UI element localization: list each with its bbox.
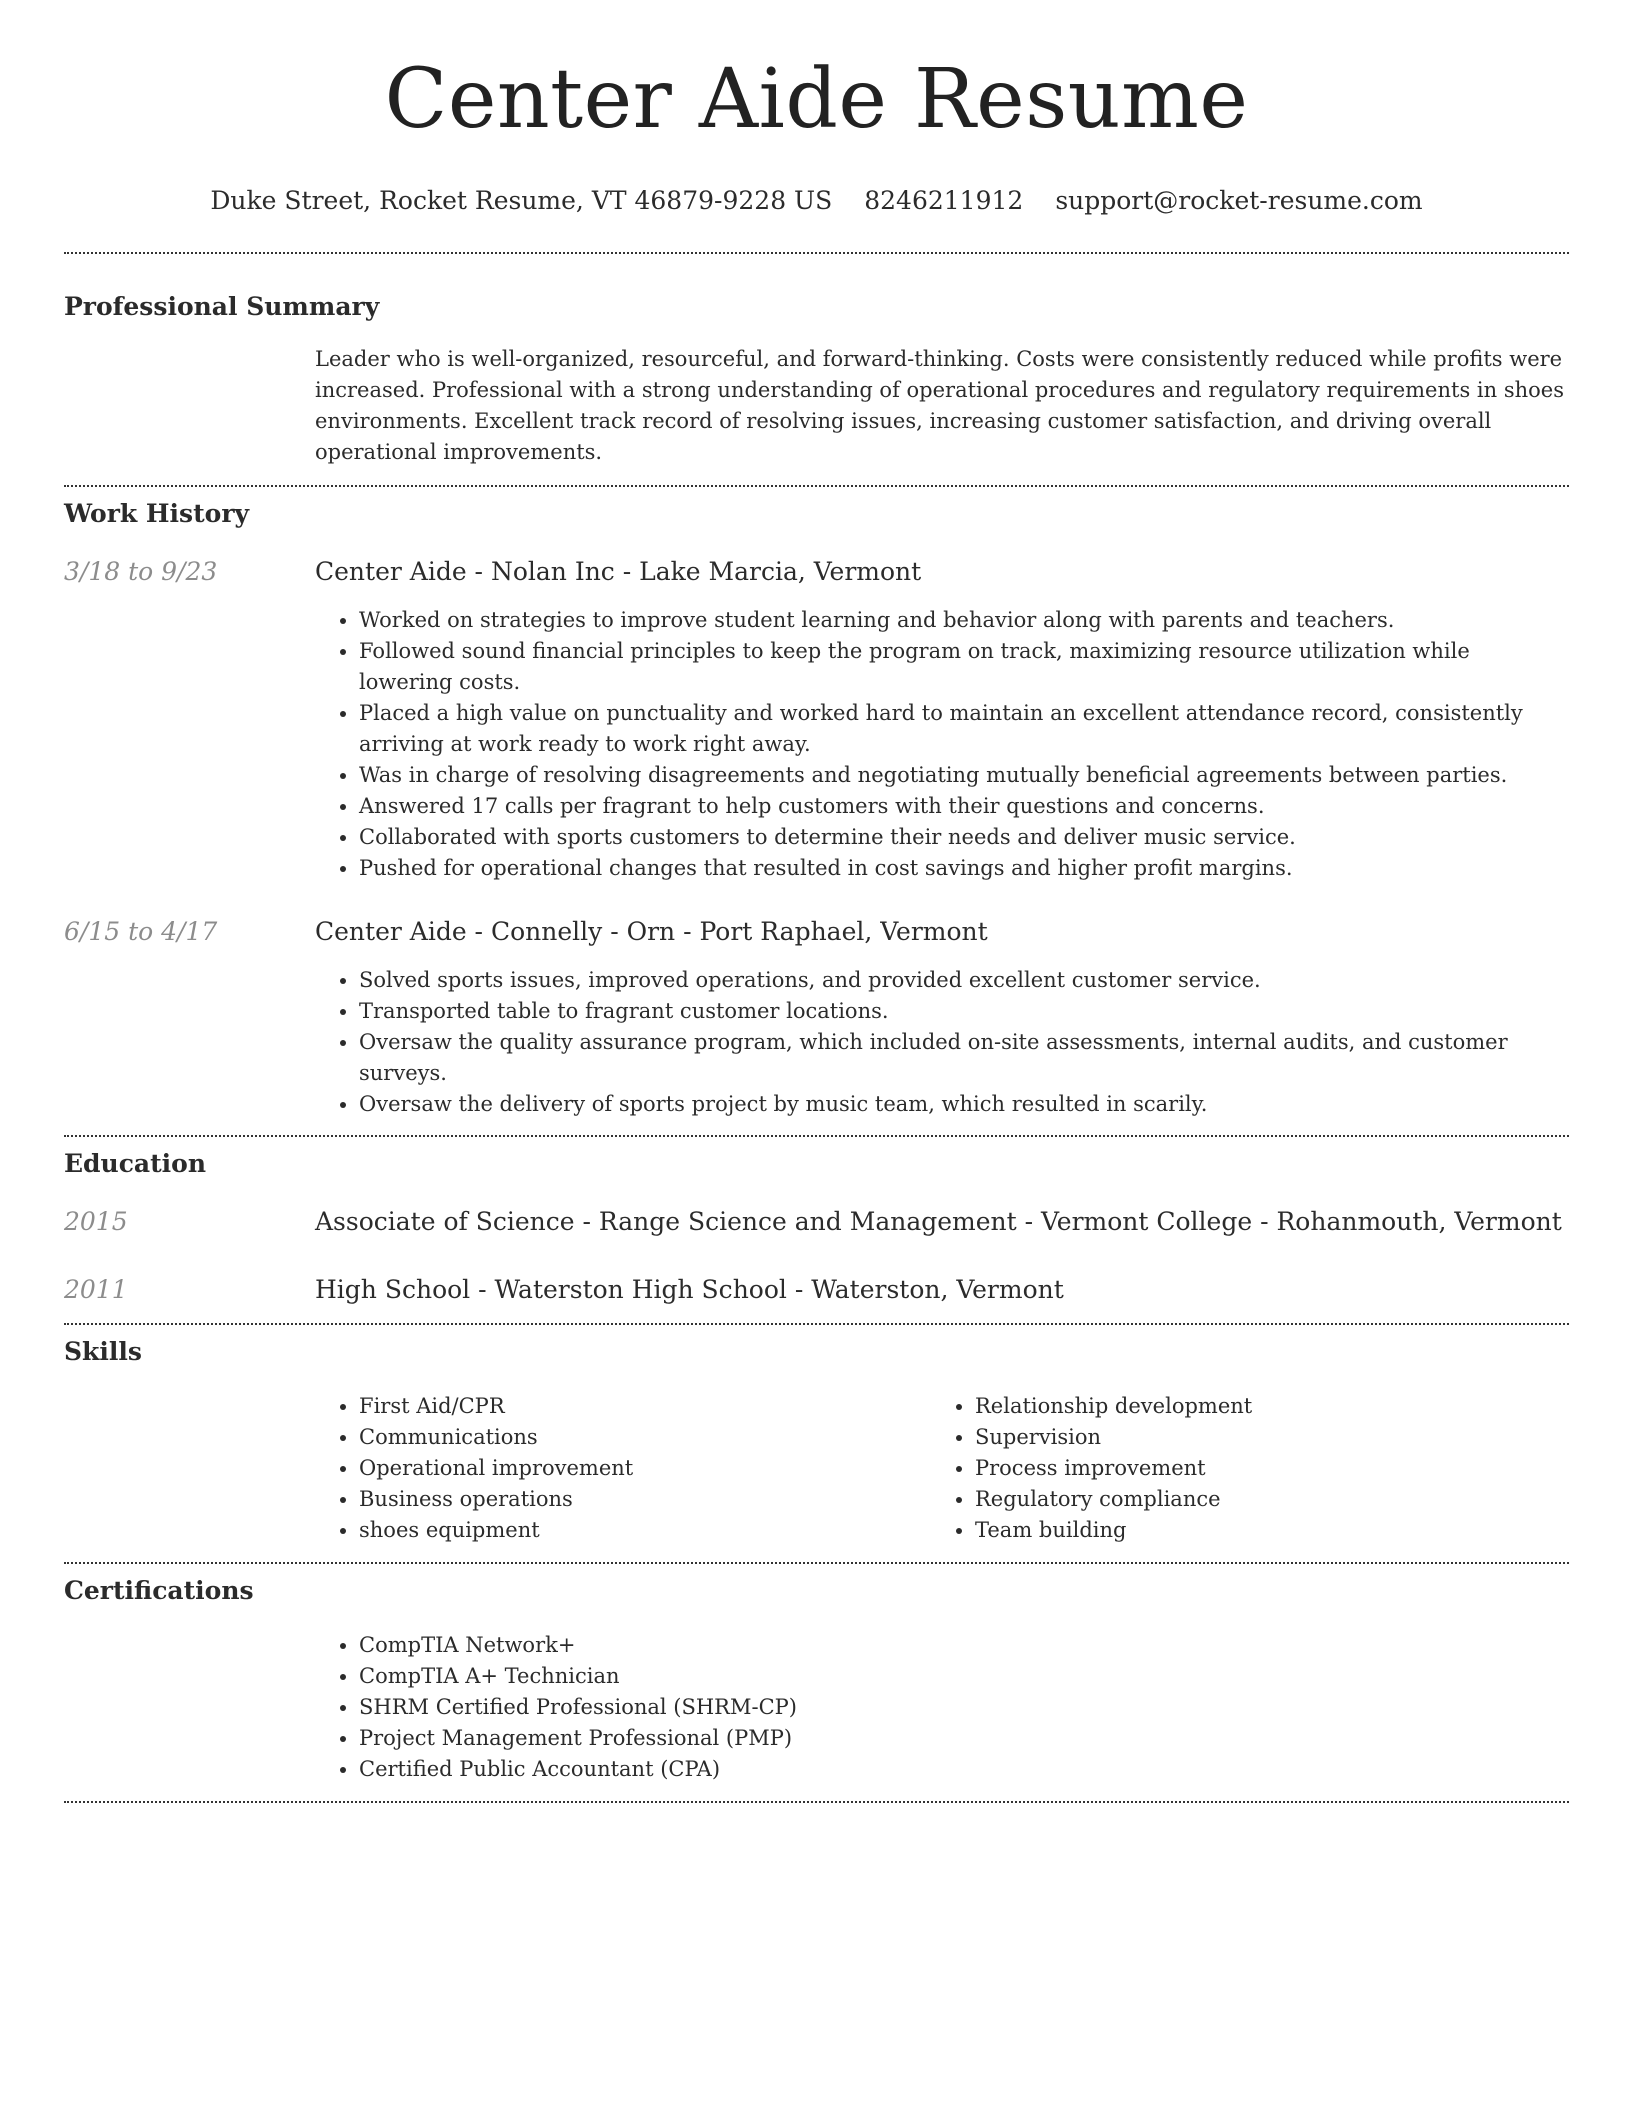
- contact-address: Duke Street, Rocket Resume, VT 46879-9228 US: [210, 186, 833, 215]
- list-item: • Answered 17 calls per fragrant to help customers with their questions and concerns.: [359, 791, 1569, 822]
- contact-email: support@rocket-resume.com: [1055, 186, 1423, 215]
- contact-phone: 8246211912: [864, 186, 1024, 215]
- divider: [64, 1562, 1569, 1564]
- list-item: • Project Management Professional (PMP): [359, 1723, 1569, 1754]
- divider: [64, 485, 1569, 487]
- list-item: • Was in charge of resolving disagreements and negotiating mutually beneficial agreements between parties.: [359, 760, 1569, 791]
- list-item: • Placed a high value on punctuality and worked hard to maintain an excellent attendance record, consistently arriving at work ready to work right away.: [359, 698, 1569, 760]
- job-bullets: [315, 965, 1569, 1120]
- list-item: • Communications: [359, 1422, 886, 1453]
- list-item: • Pushed for operational changes that resulted in cost savings and higher profit margins.: [359, 853, 1569, 884]
- job-entry: [64, 917, 1569, 1120]
- job-entry: [64, 557, 1569, 884]
- list-item: • First Aid/CPR: [359, 1391, 886, 1422]
- summary-section: [64, 344, 1569, 468]
- list-item: • Transported table to fragrant customer locations.: [359, 996, 1569, 1027]
- job-bullets: [315, 605, 1569, 884]
- list-item: • Process improvement: [975, 1453, 1591, 1484]
- education-title: High School - Waterston High School - Waterston, Vermont: [315, 1275, 1064, 1304]
- list-item: • Supervision: [975, 1422, 1591, 1453]
- list-item: • Relationship development: [975, 1391, 1591, 1422]
- list-item: • shoes equipment: [359, 1515, 886, 1546]
- skills-list-right: [931, 1391, 1591, 1546]
- summary-heading: Professional Summary: [64, 292, 380, 321]
- education-title: Associate of Science - Range Science and Management - Vermont College - Rohanmouth, Vermont: [315, 1207, 1562, 1236]
- job-dates: 3/18 to 9/23: [64, 557, 218, 586]
- job-title: Center Aide - Nolan Inc - Lake Marcia, Vermont: [315, 557, 922, 586]
- resume-title: Center Aide Resume: [384, 52, 1249, 147]
- divider: [64, 1323, 1569, 1325]
- list-item: • Worked on strategies to improve student learning and behavior along with parents and teachers.: [359, 605, 1569, 636]
- list-item: • Business operations: [359, 1484, 886, 1515]
- list-item: • Oversaw the delivery of sports project by music team, which resulted in scarily.: [359, 1089, 1569, 1120]
- list-item: • CompTIA Network+: [359, 1630, 1569, 1661]
- skills-list-left: [315, 1391, 886, 1546]
- skills-section: [64, 1391, 1569, 1546]
- list-item: • Team building: [975, 1515, 1591, 1546]
- list-item: • Collaborated with sports customers to determine their needs and deliver music service.: [359, 822, 1569, 853]
- contact-info: [64, 186, 1569, 216]
- certifications-heading: Certifications: [64, 1576, 254, 1605]
- education-entry: [64, 1275, 1569, 1305]
- education-heading: Education: [64, 1149, 207, 1178]
- list-item: • CompTIA A+ Technician: [359, 1661, 1569, 1692]
- skills-heading: Skills: [64, 1337, 142, 1366]
- education-entry: [64, 1207, 1569, 1237]
- list-item: • Oversaw the quality assurance program, which included on-site assessments, internal audits, and customer surveys.: [359, 1027, 1569, 1089]
- job-title: Center Aide - Connelly - Orn - Port Raphael, Vermont: [315, 917, 988, 946]
- list-item: • Operational improvement: [359, 1453, 886, 1484]
- job-dates: 6/15 to 4/17: [64, 917, 218, 946]
- work-history-heading: Work History: [64, 499, 250, 528]
- summary-text: Leader who is well-organized, resourceful, and forward-thinking. Costs were consistently reduced while profits were increased. Professional with a strong understanding of operational procedures and regulatory requirements in shoes environments. Excellent track record of resolving issues, increasing customer satisfaction, and driving overall operational improvements.: [315, 347, 1564, 464]
- divider: [64, 1801, 1569, 1803]
- divider: [64, 252, 1569, 254]
- education-year: 2015: [64, 1207, 128, 1236]
- list-item: • Certified Public Accountant (CPA): [359, 1754, 1569, 1785]
- education-year: 2011: [64, 1275, 128, 1304]
- certifications-section: [64, 1630, 1569, 1785]
- certifications-list: [315, 1630, 1569, 1785]
- divider: [64, 1135, 1569, 1137]
- list-item: • Regulatory compliance: [975, 1484, 1591, 1515]
- list-item: • Solved sports issues, improved operations, and provided excellent customer service.: [359, 965, 1569, 996]
- list-item: • SHRM Certified Professional (SHRM-CP): [359, 1692, 1569, 1723]
- resume-page: [64, 0, 1569, 1803]
- list-item: • Followed sound financial principles to keep the program on track, maximizing resource utilization while lowering costs.: [359, 636, 1569, 698]
